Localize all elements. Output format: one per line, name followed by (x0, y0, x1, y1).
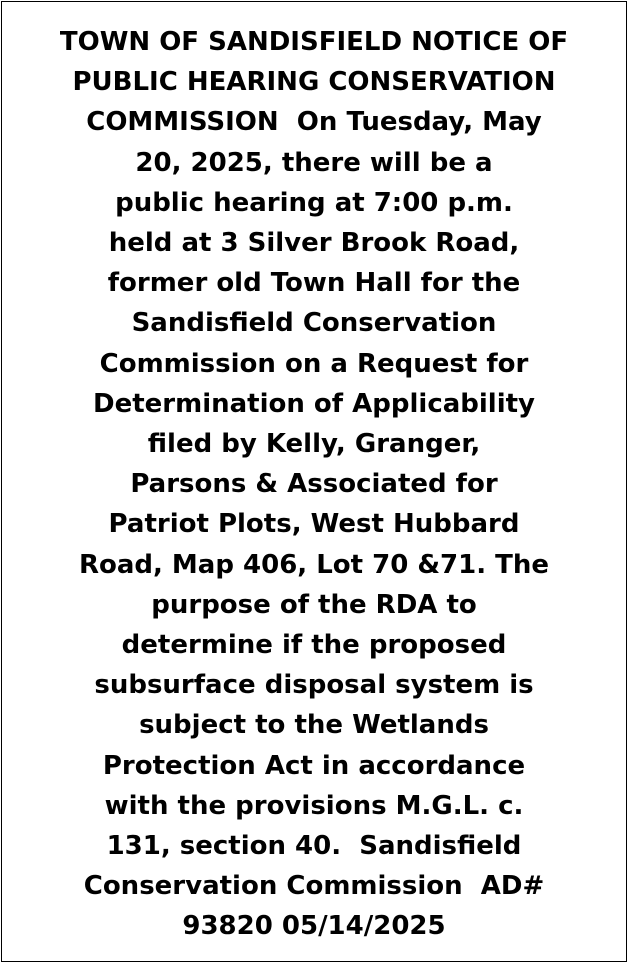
notice-line: determine if the proposed (121, 630, 507, 661)
notice-line: Sandisfield Conservation (131, 308, 497, 339)
notice-line: Determination of Applicability (93, 388, 535, 419)
notice-line: purpose of the RDA to (151, 589, 477, 620)
notice-line: PUBLIC HEARING CONSERVATION (72, 67, 556, 98)
notice-line: 131, section 40. Sandisfield (106, 831, 522, 862)
notice-line: Commission on a Request for (99, 348, 529, 379)
notice-line: Road, Map 406, Lot 70 &71. The (78, 549, 550, 580)
notice-line: 20, 2025, there will be a (135, 147, 493, 178)
notice-line: Patriot Plots, West Hubbard (108, 509, 520, 540)
notice-body (8, 22, 620, 947)
notice-line: held at 3 Silver Brook Road, (108, 228, 520, 259)
notice-line: Protection Act in accordance (102, 750, 526, 781)
notice-line: Conservation Commission AD# (83, 871, 545, 902)
notice-line: former old Town Hall for the (107, 268, 521, 299)
notice-line: subsurface disposal system is (94, 670, 534, 701)
notice-line: 93820 05/14/2025 (182, 911, 446, 942)
notice-line: public hearing at 7:00 p.m. (115, 187, 513, 218)
notice-line: Parsons & Associated for (130, 469, 498, 500)
notice-line: TOWN OF SANDISFIELD NOTICE OF (59, 27, 569, 57)
notice-line: filed by Kelly, Granger, (147, 429, 481, 460)
notice-line: COMMISSION On Tuesday, May (86, 107, 542, 138)
notice-line: subject to the Wetlands (139, 710, 489, 741)
notice-line: with the provisions M.G.L. c. (104, 790, 524, 821)
notice-border (1, 1, 627, 962)
